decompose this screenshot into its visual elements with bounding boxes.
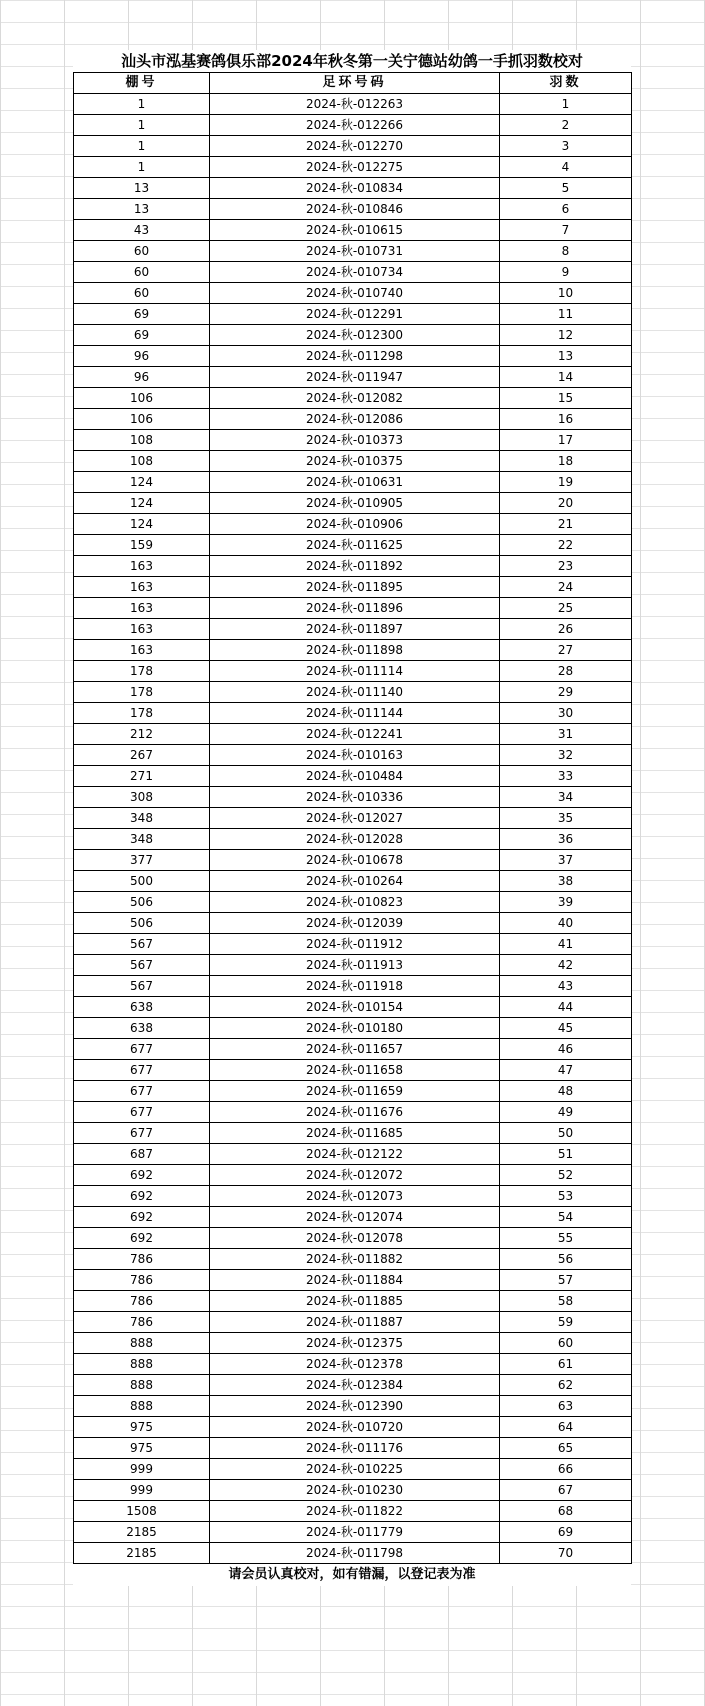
table-row xyxy=(74,703,632,724)
table-row xyxy=(74,850,632,871)
loft-number-cell: 500 xyxy=(74,871,210,892)
table-row xyxy=(74,1333,632,1354)
loft-number-cell: 163 xyxy=(74,577,210,598)
loft-number-cell: 60 xyxy=(74,283,210,304)
loft-number-cell: 108 xyxy=(74,451,210,472)
loft-number-cell: 677 xyxy=(74,1081,210,1102)
loft-number-cell: 1 xyxy=(74,136,210,157)
table-row xyxy=(74,871,632,892)
header-row xyxy=(74,73,632,94)
table-row xyxy=(74,430,632,451)
table-row xyxy=(74,1543,632,1564)
loft-number-cell: 13 xyxy=(74,178,210,199)
loft-number-cell: 163 xyxy=(74,619,210,640)
loft-number-cell: 692 xyxy=(74,1186,210,1207)
count-cell: 20 xyxy=(500,493,632,514)
loft-number-cell: 106 xyxy=(74,388,210,409)
loft-number-cell: 124 xyxy=(74,472,210,493)
loft-number-cell: 677 xyxy=(74,1039,210,1060)
table-row xyxy=(74,367,632,388)
sheet-footer-note: 请会员认真校对，如有错漏，以登记表为准 xyxy=(73,1564,631,1586)
loft-number-cell: 888 xyxy=(74,1396,210,1417)
table-row xyxy=(74,1018,632,1039)
table-row xyxy=(74,94,632,115)
count-cell: 24 xyxy=(500,577,632,598)
ring-number-cell: 2024-秋-011779 xyxy=(210,1522,500,1543)
loft-number-cell: 638 xyxy=(74,1018,210,1039)
table-row xyxy=(74,829,632,850)
table-row xyxy=(74,556,632,577)
loft-number-cell: 975 xyxy=(74,1417,210,1438)
count-cell: 11 xyxy=(500,304,632,325)
loft-number-cell: 506 xyxy=(74,892,210,913)
ring-number-cell: 2024-秋-011114 xyxy=(210,661,500,682)
loft-number-cell: 1 xyxy=(74,94,210,115)
count-cell: 52 xyxy=(500,1165,632,1186)
ring-number-cell: 2024-秋-011885 xyxy=(210,1291,500,1312)
count-cell: 46 xyxy=(500,1039,632,1060)
table-row xyxy=(74,1207,632,1228)
count-cell: 21 xyxy=(500,514,632,535)
loft-number-cell: 567 xyxy=(74,934,210,955)
count-cell: 32 xyxy=(500,745,632,766)
table-row xyxy=(74,1081,632,1102)
count-cell: 55 xyxy=(500,1228,632,1249)
ring-number-cell: 2024-秋-010846 xyxy=(210,199,500,220)
count-cell: 45 xyxy=(500,1018,632,1039)
table-row xyxy=(74,283,632,304)
loft-number-cell: 786 xyxy=(74,1249,210,1270)
count-cell: 2 xyxy=(500,115,632,136)
ring-number-cell: 2024-秋-010905 xyxy=(210,493,500,514)
count-cell: 41 xyxy=(500,934,632,955)
count-cell: 37 xyxy=(500,850,632,871)
table-row xyxy=(74,493,632,514)
ring-number-cell: 2024-秋-012390 xyxy=(210,1396,500,1417)
count-cell: 3 xyxy=(500,136,632,157)
count-cell: 19 xyxy=(500,472,632,493)
loft-number-cell: 677 xyxy=(74,1102,210,1123)
ring-number-cell: 2024-秋-010264 xyxy=(210,871,500,892)
table-row xyxy=(74,262,632,283)
table-row xyxy=(74,1522,632,1543)
table-row xyxy=(74,913,632,934)
table-row xyxy=(74,745,632,766)
loft-number-cell: 567 xyxy=(74,955,210,976)
table-row xyxy=(74,577,632,598)
table-row xyxy=(74,346,632,367)
loft-number-cell: 308 xyxy=(74,787,210,808)
table-row xyxy=(74,325,632,346)
table-row xyxy=(74,661,632,682)
count-cell: 57 xyxy=(500,1270,632,1291)
ring-number-cell: 2024-秋-010720 xyxy=(210,1417,500,1438)
loft-number-cell: 96 xyxy=(74,346,210,367)
ring-number-cell: 2024-秋-012027 xyxy=(210,808,500,829)
table-row xyxy=(74,157,632,178)
count-cell: 35 xyxy=(500,808,632,829)
loft-number-cell: 506 xyxy=(74,913,210,934)
ring-number-cell: 2024-秋-012378 xyxy=(210,1354,500,1375)
count-cell: 61 xyxy=(500,1354,632,1375)
count-cell: 9 xyxy=(500,262,632,283)
table-row xyxy=(74,787,632,808)
table-row xyxy=(74,619,632,640)
table-row xyxy=(74,1396,632,1417)
ring-number-cell: 2024-秋-011947 xyxy=(210,367,500,388)
table-row xyxy=(74,1291,632,1312)
ring-number-cell: 2024-秋-012078 xyxy=(210,1228,500,1249)
loft-number-cell: 348 xyxy=(74,808,210,829)
loft-number-cell: 267 xyxy=(74,745,210,766)
count-cell: 31 xyxy=(500,724,632,745)
table-row xyxy=(74,409,632,430)
count-cell: 62 xyxy=(500,1375,632,1396)
loft-number-cell: 2185 xyxy=(74,1522,210,1543)
loft-number-cell: 212 xyxy=(74,724,210,745)
table-row xyxy=(74,682,632,703)
loft-number-cell: 178 xyxy=(74,661,210,682)
loft-number-cell: 271 xyxy=(74,766,210,787)
loft-number-cell: 677 xyxy=(74,1060,210,1081)
loft-number-cell: 692 xyxy=(74,1165,210,1186)
count-cell: 22 xyxy=(500,535,632,556)
count-cell: 66 xyxy=(500,1459,632,1480)
table-row xyxy=(74,1354,632,1375)
table-row xyxy=(74,640,632,661)
count-cell: 63 xyxy=(500,1396,632,1417)
table-row xyxy=(74,1459,632,1480)
table-row xyxy=(74,1123,632,1144)
loft-number-cell: 888 xyxy=(74,1354,210,1375)
ring-number-cell: 2024-秋-010154 xyxy=(210,997,500,1018)
table-row xyxy=(74,178,632,199)
loft-number-cell: 692 xyxy=(74,1228,210,1249)
table-row xyxy=(74,1060,632,1081)
table-row xyxy=(74,1375,632,1396)
count-cell: 29 xyxy=(500,682,632,703)
ring-number-cell: 2024-秋-011882 xyxy=(210,1249,500,1270)
table-row xyxy=(74,304,632,325)
count-cell: 14 xyxy=(500,367,632,388)
count-cell: 48 xyxy=(500,1081,632,1102)
table-row xyxy=(74,976,632,997)
table-row xyxy=(74,514,632,535)
loft-number-cell: 638 xyxy=(74,997,210,1018)
table-row xyxy=(74,598,632,619)
count-cell: 27 xyxy=(500,640,632,661)
count-cell: 12 xyxy=(500,325,632,346)
ring-number-cell: 2024-秋-012291 xyxy=(210,304,500,325)
table-row xyxy=(74,388,632,409)
loft-number-cell: 178 xyxy=(74,703,210,724)
table-row xyxy=(74,955,632,976)
ring-number-cell: 2024-秋-011140 xyxy=(210,682,500,703)
ring-number-cell: 2024-秋-011657 xyxy=(210,1039,500,1060)
count-cell: 8 xyxy=(500,241,632,262)
loft-number-cell: 60 xyxy=(74,262,210,283)
table-row xyxy=(74,115,632,136)
loft-number-cell: 377 xyxy=(74,850,210,871)
count-cell: 7 xyxy=(500,220,632,241)
loft-number-cell: 43 xyxy=(74,220,210,241)
ring-number-cell: 2024-秋-011892 xyxy=(210,556,500,577)
loft-number-cell: 60 xyxy=(74,241,210,262)
ring-number-cell: 2024-秋-012028 xyxy=(210,829,500,850)
loft-number-cell: 163 xyxy=(74,556,210,577)
count-cell: 47 xyxy=(500,1060,632,1081)
loft-number-cell: 178 xyxy=(74,682,210,703)
loft-number-cell: 348 xyxy=(74,829,210,850)
ring-number-cell: 2024-秋-010615 xyxy=(210,220,500,241)
ring-number-cell: 2024-秋-012072 xyxy=(210,1165,500,1186)
ring-number-cell: 2024-秋-012300 xyxy=(210,325,500,346)
ring-number-cell: 2024-秋-012275 xyxy=(210,157,500,178)
ring-number-cell: 2024-秋-012375 xyxy=(210,1333,500,1354)
count-cell: 28 xyxy=(500,661,632,682)
loft-number-cell: 567 xyxy=(74,976,210,997)
count-cell: 49 xyxy=(500,1102,632,1123)
table-row xyxy=(74,997,632,1018)
table-row xyxy=(74,1480,632,1501)
loft-number-cell: 786 xyxy=(74,1291,210,1312)
ring-number-cell: 2024-秋-011898 xyxy=(210,640,500,661)
loft-number-cell: 786 xyxy=(74,1270,210,1291)
count-cell: 42 xyxy=(500,955,632,976)
table-row xyxy=(74,1417,632,1438)
spreadsheet-sheet xyxy=(73,50,631,1586)
loft-number-cell: 888 xyxy=(74,1375,210,1396)
count-cell: 34 xyxy=(500,787,632,808)
count-cell: 54 xyxy=(500,1207,632,1228)
count-cell: 65 xyxy=(500,1438,632,1459)
table-row xyxy=(74,1270,632,1291)
ring-number-cell: 2024-秋-010734 xyxy=(210,262,500,283)
loft-number-cell: 124 xyxy=(74,493,210,514)
ring-number-cell: 2024-秋-011658 xyxy=(210,1060,500,1081)
table-row xyxy=(74,766,632,787)
ring-number-cell: 2024-秋-011912 xyxy=(210,934,500,955)
ring-number-cell: 2024-秋-011913 xyxy=(210,955,500,976)
count-cell: 39 xyxy=(500,892,632,913)
count-cell: 53 xyxy=(500,1186,632,1207)
loft-number-cell: 1508 xyxy=(74,1501,210,1522)
ring-number-cell: 2024-秋-011659 xyxy=(210,1081,500,1102)
count-cell: 69 xyxy=(500,1522,632,1543)
count-cell: 18 xyxy=(500,451,632,472)
table-row xyxy=(74,892,632,913)
count-cell: 16 xyxy=(500,409,632,430)
count-cell: 1 xyxy=(500,94,632,115)
column-header-loft: 棚号 xyxy=(74,73,210,94)
loft-number-cell: 692 xyxy=(74,1207,210,1228)
ring-number-cell: 2024-秋-010180 xyxy=(210,1018,500,1039)
count-cell: 10 xyxy=(500,283,632,304)
table-row xyxy=(74,1501,632,1522)
count-cell: 64 xyxy=(500,1417,632,1438)
loft-number-cell: 687 xyxy=(74,1144,210,1165)
ring-number-cell: 2024-秋-010678 xyxy=(210,850,500,871)
ring-number-cell: 2024-秋-010373 xyxy=(210,430,500,451)
ring-table xyxy=(73,72,632,1564)
sheet-title: 汕头市泓基赛鸽俱乐部2024年秋冬第一关宁德站幼鸽一手抓羽数校对 xyxy=(73,50,631,72)
loft-number-cell: 999 xyxy=(74,1459,210,1480)
count-cell: 25 xyxy=(500,598,632,619)
table-body xyxy=(74,94,632,1564)
count-cell: 6 xyxy=(500,199,632,220)
count-cell: 5 xyxy=(500,178,632,199)
loft-number-cell: 159 xyxy=(74,535,210,556)
ring-number-cell: 2024-秋-011822 xyxy=(210,1501,500,1522)
count-cell: 70 xyxy=(500,1543,632,1564)
count-cell: 26 xyxy=(500,619,632,640)
count-cell: 60 xyxy=(500,1333,632,1354)
loft-number-cell: 96 xyxy=(74,367,210,388)
ring-number-cell: 2024-秋-011176 xyxy=(210,1438,500,1459)
table-row xyxy=(74,1186,632,1207)
count-cell: 43 xyxy=(500,976,632,997)
ring-number-cell: 2024-秋-012263 xyxy=(210,94,500,115)
count-cell: 51 xyxy=(500,1144,632,1165)
ring-number-cell: 2024-秋-011897 xyxy=(210,619,500,640)
loft-number-cell: 108 xyxy=(74,430,210,451)
ring-number-cell: 2024-秋-011884 xyxy=(210,1270,500,1291)
count-cell: 68 xyxy=(500,1501,632,1522)
loft-number-cell: 69 xyxy=(74,325,210,346)
ring-number-cell: 2024-秋-011887 xyxy=(210,1312,500,1333)
table-row xyxy=(74,535,632,556)
count-cell: 40 xyxy=(500,913,632,934)
ring-number-cell: 2024-秋-010225 xyxy=(210,1459,500,1480)
loft-number-cell: 163 xyxy=(74,640,210,661)
ring-number-cell: 2024-秋-012073 xyxy=(210,1186,500,1207)
ring-number-cell: 2024-秋-012241 xyxy=(210,724,500,745)
ring-number-cell: 2024-秋-010834 xyxy=(210,178,500,199)
table-row xyxy=(74,241,632,262)
ring-number-cell: 2024-秋-011896 xyxy=(210,598,500,619)
ring-number-cell: 2024-秋-012074 xyxy=(210,1207,500,1228)
count-cell: 13 xyxy=(500,346,632,367)
count-cell: 23 xyxy=(500,556,632,577)
ring-number-cell: 2024-秋-010906 xyxy=(210,514,500,535)
count-cell: 30 xyxy=(500,703,632,724)
column-header-count: 羽数 xyxy=(500,73,632,94)
table-row xyxy=(74,1102,632,1123)
ring-number-cell: 2024-秋-011676 xyxy=(210,1102,500,1123)
ring-number-cell: 2024-秋-012039 xyxy=(210,913,500,934)
table-row xyxy=(74,1144,632,1165)
count-cell: 56 xyxy=(500,1249,632,1270)
ring-number-cell: 2024-秋-010631 xyxy=(210,472,500,493)
ring-number-cell: 2024-秋-010731 xyxy=(210,241,500,262)
table-row xyxy=(74,1312,632,1333)
table-row xyxy=(74,472,632,493)
ring-number-cell: 2024-秋-011685 xyxy=(210,1123,500,1144)
table-row xyxy=(74,808,632,829)
ring-number-cell: 2024-秋-012384 xyxy=(210,1375,500,1396)
ring-number-cell: 2024-秋-012082 xyxy=(210,388,500,409)
ring-number-cell: 2024-秋-010163 xyxy=(210,745,500,766)
table-row xyxy=(74,451,632,472)
count-cell: 33 xyxy=(500,766,632,787)
ring-number-cell: 2024-秋-012122 xyxy=(210,1144,500,1165)
loft-number-cell: 786 xyxy=(74,1312,210,1333)
loft-number-cell: 1 xyxy=(74,157,210,178)
loft-number-cell: 677 xyxy=(74,1123,210,1144)
count-cell: 58 xyxy=(500,1291,632,1312)
count-cell: 44 xyxy=(500,997,632,1018)
table-row xyxy=(74,1165,632,1186)
ring-number-cell: 2024-秋-011895 xyxy=(210,577,500,598)
ring-number-cell: 2024-秋-011798 xyxy=(210,1543,500,1564)
table-row xyxy=(74,220,632,241)
count-cell: 36 xyxy=(500,829,632,850)
ring-number-cell: 2024-秋-010484 xyxy=(210,766,500,787)
ring-number-cell: 2024-秋-011625 xyxy=(210,535,500,556)
loft-number-cell: 124 xyxy=(74,514,210,535)
ring-number-cell: 2024-秋-010375 xyxy=(210,451,500,472)
table-row xyxy=(74,1438,632,1459)
table-row xyxy=(74,1249,632,1270)
loft-number-cell: 999 xyxy=(74,1480,210,1501)
ring-number-cell: 2024-秋-012270 xyxy=(210,136,500,157)
ring-number-cell: 2024-秋-011298 xyxy=(210,346,500,367)
count-cell: 59 xyxy=(500,1312,632,1333)
count-cell: 4 xyxy=(500,157,632,178)
loft-number-cell: 2185 xyxy=(74,1543,210,1564)
table-row xyxy=(74,934,632,955)
table-row xyxy=(74,199,632,220)
table-row xyxy=(74,136,632,157)
ring-number-cell: 2024-秋-010336 xyxy=(210,787,500,808)
ring-number-cell: 2024-秋-012086 xyxy=(210,409,500,430)
ring-number-cell: 2024-秋-010740 xyxy=(210,283,500,304)
ring-number-cell: 2024-秋-011918 xyxy=(210,976,500,997)
count-cell: 67 xyxy=(500,1480,632,1501)
count-cell: 15 xyxy=(500,388,632,409)
table-row xyxy=(74,1228,632,1249)
ring-number-cell: 2024-秋-010823 xyxy=(210,892,500,913)
ring-number-cell: 2024-秋-010230 xyxy=(210,1480,500,1501)
loft-number-cell: 888 xyxy=(74,1333,210,1354)
table-row xyxy=(74,1039,632,1060)
column-header-ring-number: 足环号码 xyxy=(210,73,500,94)
loft-number-cell: 163 xyxy=(74,598,210,619)
loft-number-cell: 1 xyxy=(74,115,210,136)
ring-number-cell: 2024-秋-011144 xyxy=(210,703,500,724)
loft-number-cell: 13 xyxy=(74,199,210,220)
loft-number-cell: 106 xyxy=(74,409,210,430)
ring-number-cell: 2024-秋-012266 xyxy=(210,115,500,136)
count-cell: 17 xyxy=(500,430,632,451)
loft-number-cell: 975 xyxy=(74,1438,210,1459)
count-cell: 50 xyxy=(500,1123,632,1144)
count-cell: 38 xyxy=(500,871,632,892)
loft-number-cell: 69 xyxy=(74,304,210,325)
table-row xyxy=(74,724,632,745)
